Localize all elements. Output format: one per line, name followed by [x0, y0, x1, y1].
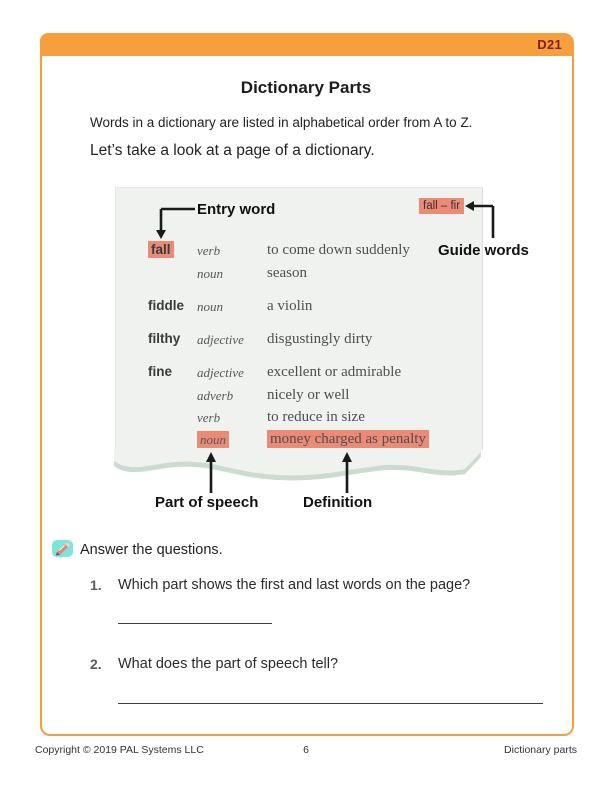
- dict-row: filthy adjective disgustingly dirty: [148, 331, 373, 347]
- entry-word-highlight: fall: [148, 241, 174, 258]
- header-bar: [40, 33, 572, 56]
- intro-line-1: Words in a dictionary are listed in alphabetical order from A to Z.: [90, 115, 473, 130]
- answer-instruction: Answer the questions.: [80, 542, 223, 558]
- question-2-number: 2.: [90, 656, 102, 672]
- answer-line-2[interactable]: [118, 703, 543, 704]
- intro-line-2: Let’s take a look at a page of a dictionary.: [90, 142, 375, 159]
- entry-word-label: Entry word: [197, 201, 276, 218]
- definition-highlight: money charged as penalty: [267, 430, 429, 448]
- dict-row: fiddle noun a violin: [148, 298, 313, 314]
- dict-row: adverb nicely or well: [197, 387, 350, 403]
- entry-word-arrow: [154, 200, 200, 242]
- question-1-number: 1.: [90, 577, 102, 593]
- definition-arrow: [339, 450, 355, 494]
- paper-torn-edge: [114, 449, 482, 487]
- answer-line-1[interactable]: [118, 623, 272, 624]
- part-of-speech-label: Part of speech: [155, 494, 259, 511]
- dict-row: fine adjective excellent or admirable: [148, 364, 402, 380]
- part-of-speech-highlight: noun: [197, 431, 229, 448]
- definition-label: Definition: [303, 494, 373, 511]
- dict-row: verb to reduce in size: [197, 409, 365, 425]
- dict-row: fall verb to come down suddenly: [115, 242, 481, 262]
- part-of-speech-arrow: [203, 450, 219, 494]
- footer-topic: Dictionary parts: [504, 744, 577, 756]
- question-1-text: Which part shows the first and last words on the page?: [118, 577, 471, 593]
- question-2-text: What does the part of speech tell?: [118, 656, 339, 672]
- guide-words-chip: fall – fir: [419, 198, 464, 214]
- guide-words-label: Guide words: [438, 242, 529, 259]
- guide-words-arrow: [462, 198, 498, 240]
- footer-page-number: 6: [303, 744, 309, 756]
- pencil-icon: [52, 540, 73, 557]
- page-title: Dictionary Parts: [240, 78, 372, 97]
- page-code: D21: [537, 37, 562, 52]
- footer-copyright: Copyright © 2019 PAL Systems LLC: [35, 744, 204, 756]
- dict-row: [115, 431, 481, 451]
- dict-row: noun season: [197, 265, 307, 281]
